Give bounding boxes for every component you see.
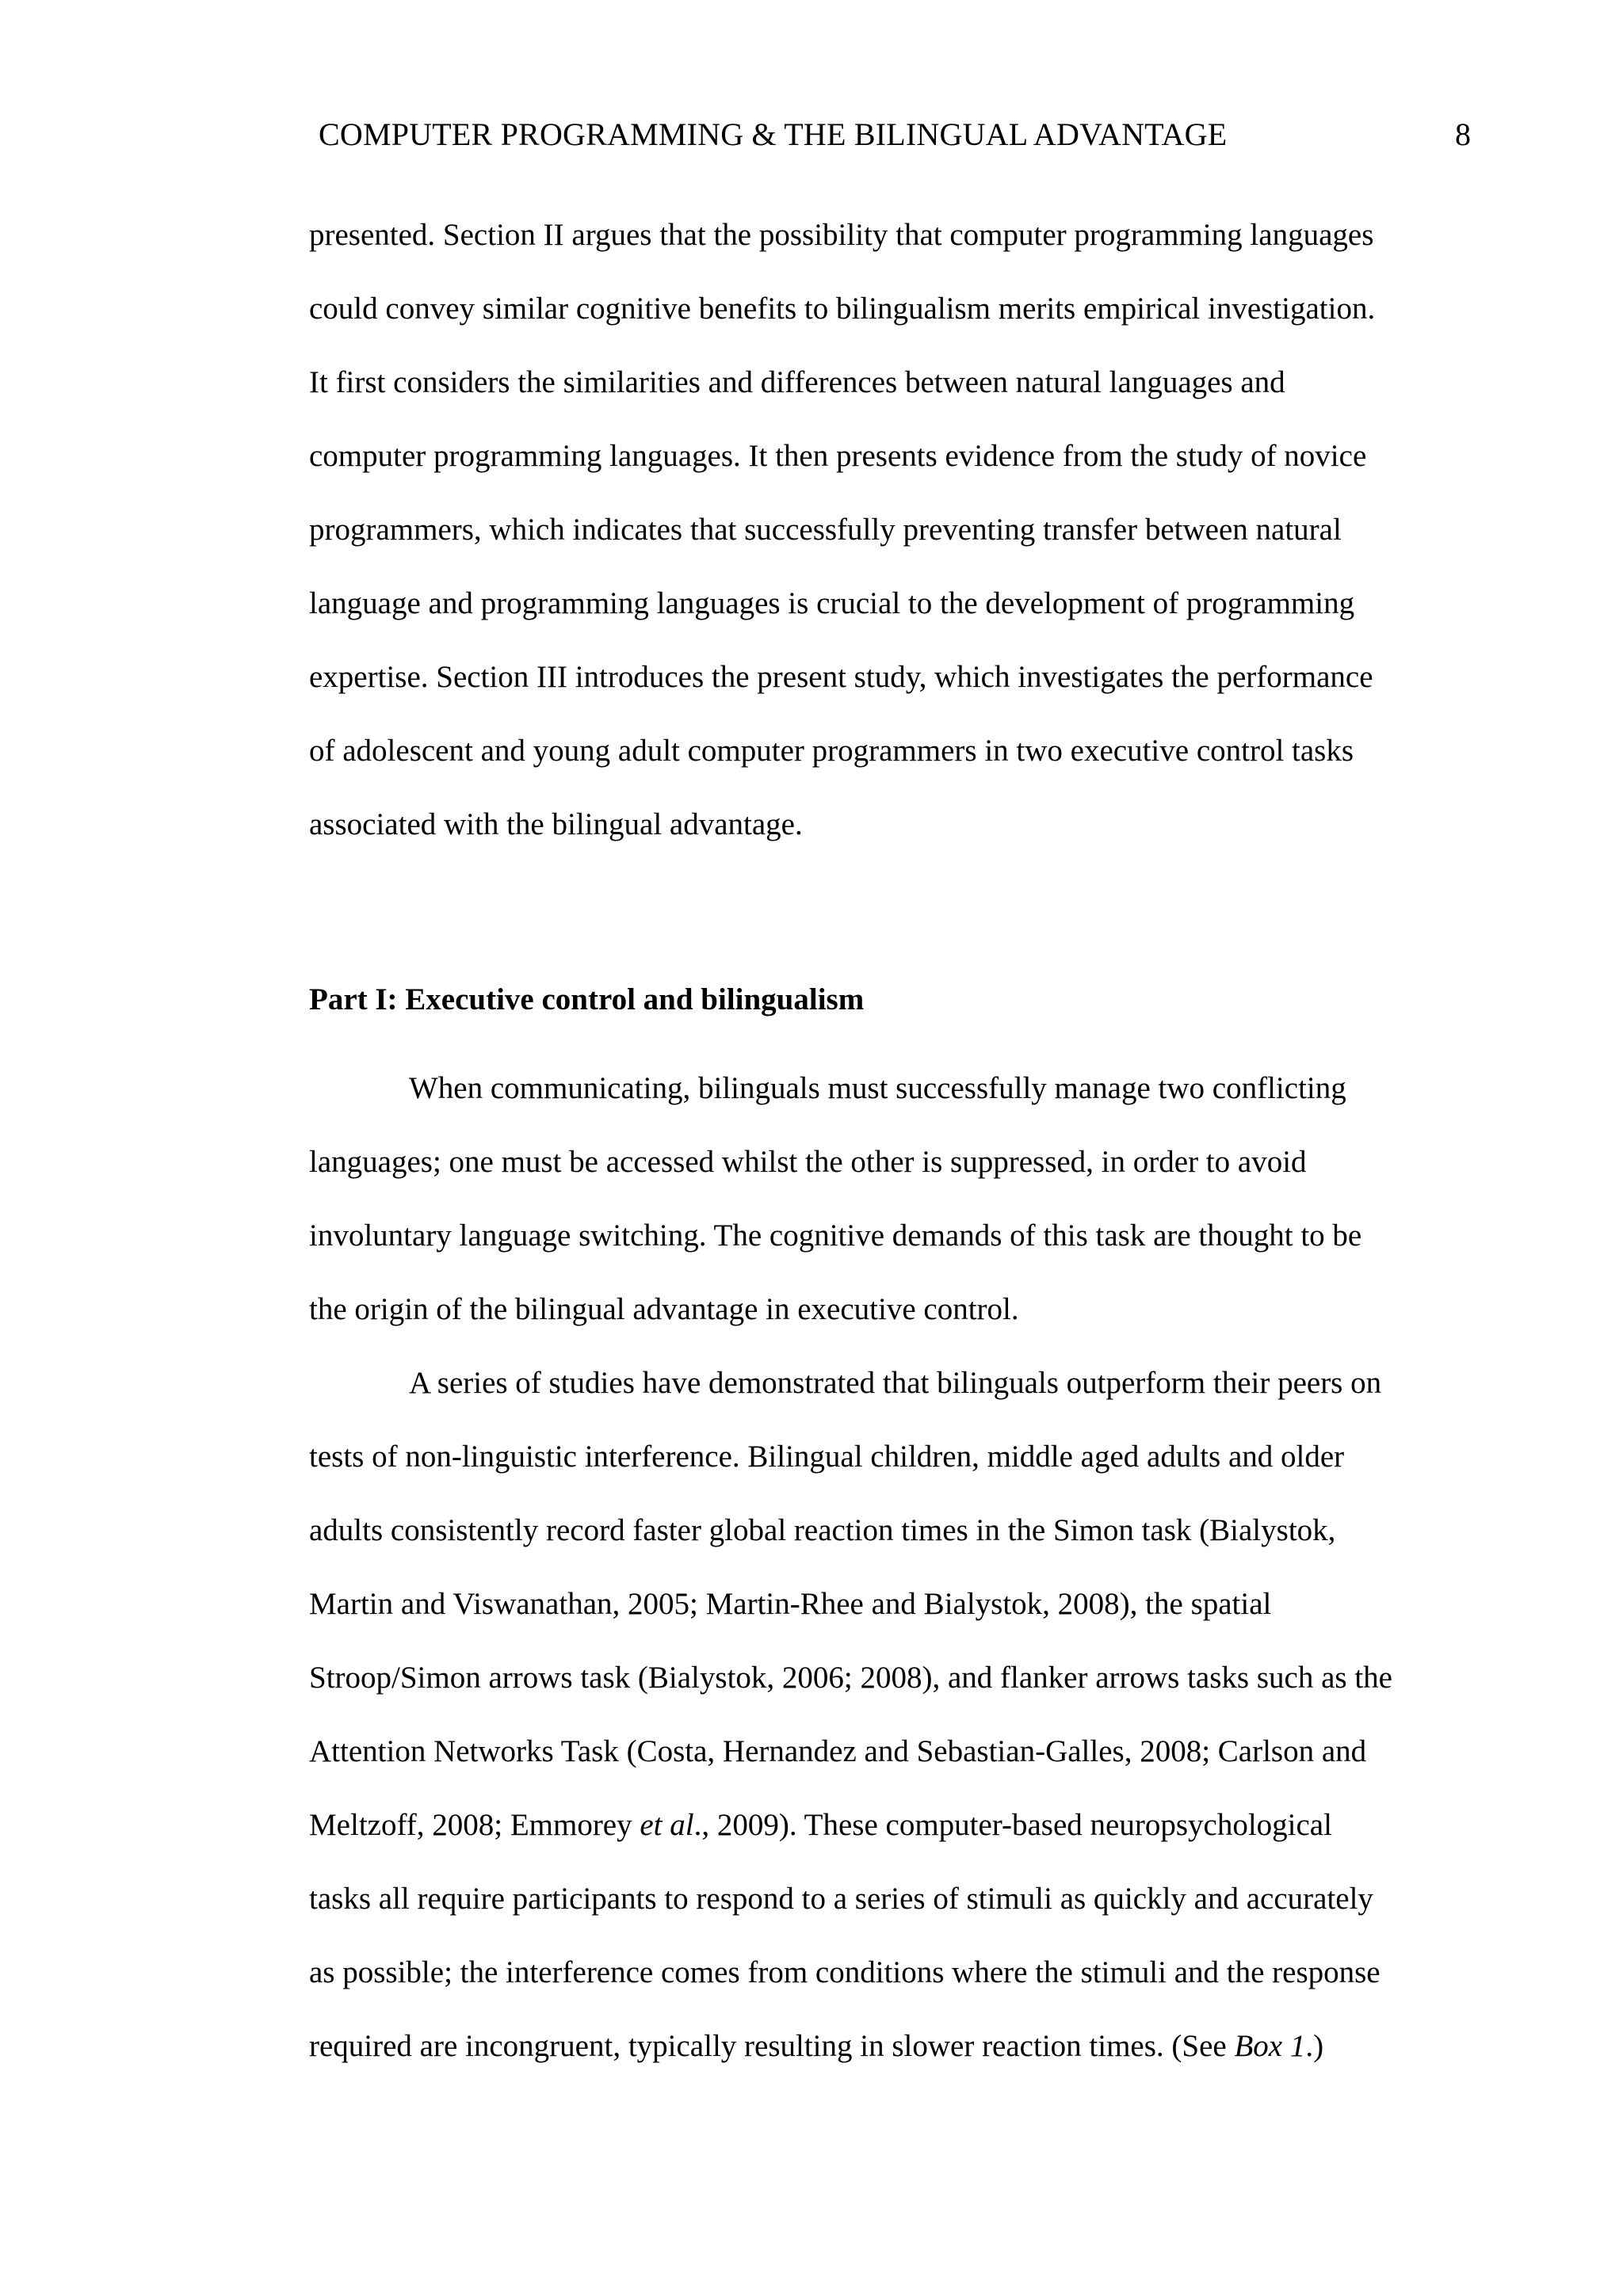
text-line: Martin and Viswanathan, 2005; Martin-Rhee and Bialystok, 2008), the spatial bbox=[309, 1587, 1272, 1621]
text-line: tasks all require participants to respond to a series of stimuli as quickly and accurately bbox=[309, 1882, 1373, 1916]
text-line: When communicating, bilinguals must successfully manage two conflicting bbox=[409, 1071, 1346, 1105]
text-line-citation bbox=[309, 1788, 1474, 1862]
text-segment: Meltzoff, 2008; Emmorey bbox=[309, 1808, 640, 1842]
text-line: programmers, which indicates that successfully preventing transfer between natural bbox=[309, 513, 1342, 547]
text-line: Stroop/Simon arrows task (Bialystok, 2006; 2008), and flanker arrows tasks such as the bbox=[309, 1661, 1392, 1695]
text-line: tests of non-linguistic interference. Bilingual children, middle aged adults and older bbox=[309, 1440, 1345, 1474]
text-line: as possible; the interference comes from conditions where the stimuli and the response bbox=[309, 1955, 1381, 1989]
page-number: 8 bbox=[1455, 116, 1471, 152]
text-line: computer programming languages. It then presents evidence from the study of novice bbox=[309, 439, 1367, 473]
section-heading: Part I: Executive control and bilingualism bbox=[309, 982, 865, 1016]
text-line: involuntary language switching. The cognitive demands of this task are thought to be bbox=[309, 1219, 1362, 1253]
italic-text: Box 1 bbox=[1234, 2029, 1306, 2063]
intro-paragraph bbox=[309, 198, 1474, 861]
text-line: adults consistently record faster global reaction times in the Simon task (Bialystok, bbox=[309, 1513, 1336, 1547]
running-head: COMPUTER PROGRAMMING & THE BILINGUAL ADVANTAGE bbox=[319, 116, 1228, 152]
text-line: presented. Section II argues that the possibility that computer programming languages bbox=[309, 218, 1374, 252]
text-line: of adolescent and young adult computer programmers in two executive control tasks bbox=[309, 734, 1354, 768]
text-segment: required are incongruent, typically resulting in slower reaction times. (See bbox=[309, 2029, 1235, 2063]
text-line: the origin of the bilingual advantage in executive control. bbox=[309, 1292, 1019, 1326]
text-line: could convey similar cognitive benefits to bilingualism merits empirical investigation. bbox=[309, 292, 1376, 326]
text-line: A series of studies have demonstrated that bilinguals outperform their peers on bbox=[409, 1366, 1382, 1400]
text-line: expertise. Section III introduces the present study, which investigates the performance bbox=[309, 660, 1373, 694]
italic-text: et al bbox=[640, 1808, 694, 1842]
text-line: languages; one must be accessed whilst the other is suppressed, in order to avoid bbox=[309, 1145, 1307, 1179]
text-segment: ., 2009). These computer-based neuropsychological bbox=[693, 1808, 1332, 1842]
text-segment: .) bbox=[1305, 2029, 1324, 2063]
text-line: associated with the bilingual advantage. bbox=[309, 807, 803, 841]
text-line-box-reference bbox=[309, 2009, 1474, 2083]
text-line: Attention Networks Task (Costa, Hernandez and Sebastian-Galles, 2008; Carlson and bbox=[309, 1734, 1367, 1768]
body-paragraphs bbox=[309, 1051, 1474, 2083]
text-line: It first considers the similarities and differences between natural languages and bbox=[309, 365, 1285, 399]
text-line: language and programming languages is crucial to the development of programming bbox=[309, 586, 1355, 620]
